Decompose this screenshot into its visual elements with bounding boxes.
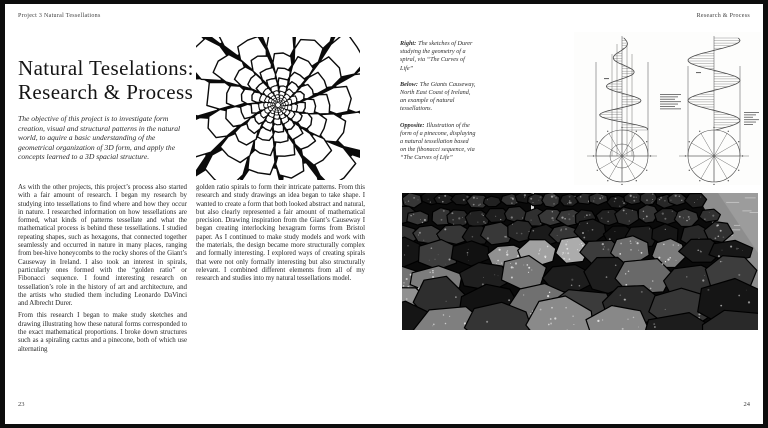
caption-lead: Opposite:: [400, 121, 425, 129]
caption-text: Illustration of the form of a pinecone, displaying a natural tessellation based on the fibonacci sequence, via “The Curves of Life”: [400, 121, 476, 162]
spiral-tessellation-image: [196, 37, 360, 180]
causeway-photo-image: [402, 193, 758, 330]
page-number-right: 24: [743, 401, 750, 408]
running-header-left: Project 3 Natural Tessellations: [18, 13, 101, 19]
body-paragraph: From this research I began to make study sketches and drawing illustrating how these natural forms corresponded to the exact mathematical proportions. I broke down structures such as a spiraling cactus and a pinecone, both of which use alternating: [18, 312, 187, 353]
durer-helix-diagram: [574, 32, 761, 185]
body-paragraph: golden ratio spirals to form their intricate patterns. From this research and study drawings an idea began to take shape. I wanted to create a form that both looked abstract and natural, but also clearly represented a fair amount of mathematical precision. Drawing inspiration from the Giant’s Causeway I began creating interlocking hexagram forms from Bristol paper. As I continued to make study models and work with the materials, the design became more structurally complex and formally interesting. I explored ways of creating spirals that were not only formally interesting but also structurally relevant. I combined different elements from all of my research and studies into my natural tessellations model.: [196, 184, 365, 283]
caption-below: [400, 81, 476, 114]
project-objective-intro: The objective of this project is to investigate form creation, visual and structural patterns in the natural world, to aquire a basic understanding of the geometrical organization of 3D form, and apply the concepts learned to a 3D spacial structure.: [18, 114, 181, 162]
page-title: [18, 56, 194, 104]
caption-lead: Right:: [400, 40, 417, 47]
durer-diagram-image: [574, 32, 761, 185]
pinecone-spiral-drawing: [196, 37, 360, 180]
page-number-left: 23: [18, 401, 25, 408]
giants-causeway-photo: [402, 193, 758, 330]
caption-opposite: [400, 122, 476, 163]
caption-lead: Below:: [400, 80, 418, 88]
body-text-column-1: [18, 184, 187, 358]
caption-text: The Giants Causeway, North East Coast of Ireland, an example of natural tessellations.: [400, 80, 476, 113]
body-paragraph: As with the other projects, this project’s process also started with a fair amount of research. I began my research by studying into tessellations to find where and how they occur in nature. I researched information on how tessellations are formed, what kinds of patterns tessellate and what the mathematical process is behind these tessellations. I studied repeating shapes, such as hexagons, that connected together seamlessly and occurred in nature in many places, ranging from bee-hive honeycombs to the rocky shores of the Giant’s Causeway in Ireland. I also took an interest in spirals, particularly ones formed with the “golden ratio” or Fibonacci sequence. I found interesting research on tessellation’s role in the history of art and architecture, and the artists who studied them including Leonardo DaVinci and Albrecht Durer.: [18, 184, 187, 308]
running-header-right: Research & Process: [696, 13, 750, 19]
body-text-column-2: [196, 184, 365, 288]
caption-column: [400, 40, 476, 171]
page-title-line1: Natural Teselations:: [18, 56, 194, 80]
page-title-line2: Research & Process: [18, 80, 194, 104]
caption-right: [400, 40, 476, 73]
caption-text: The sketches of Durer studying the geometry of a spiral, via “The Curves of Life”: [400, 40, 473, 72]
book-spread: [5, 4, 763, 424]
